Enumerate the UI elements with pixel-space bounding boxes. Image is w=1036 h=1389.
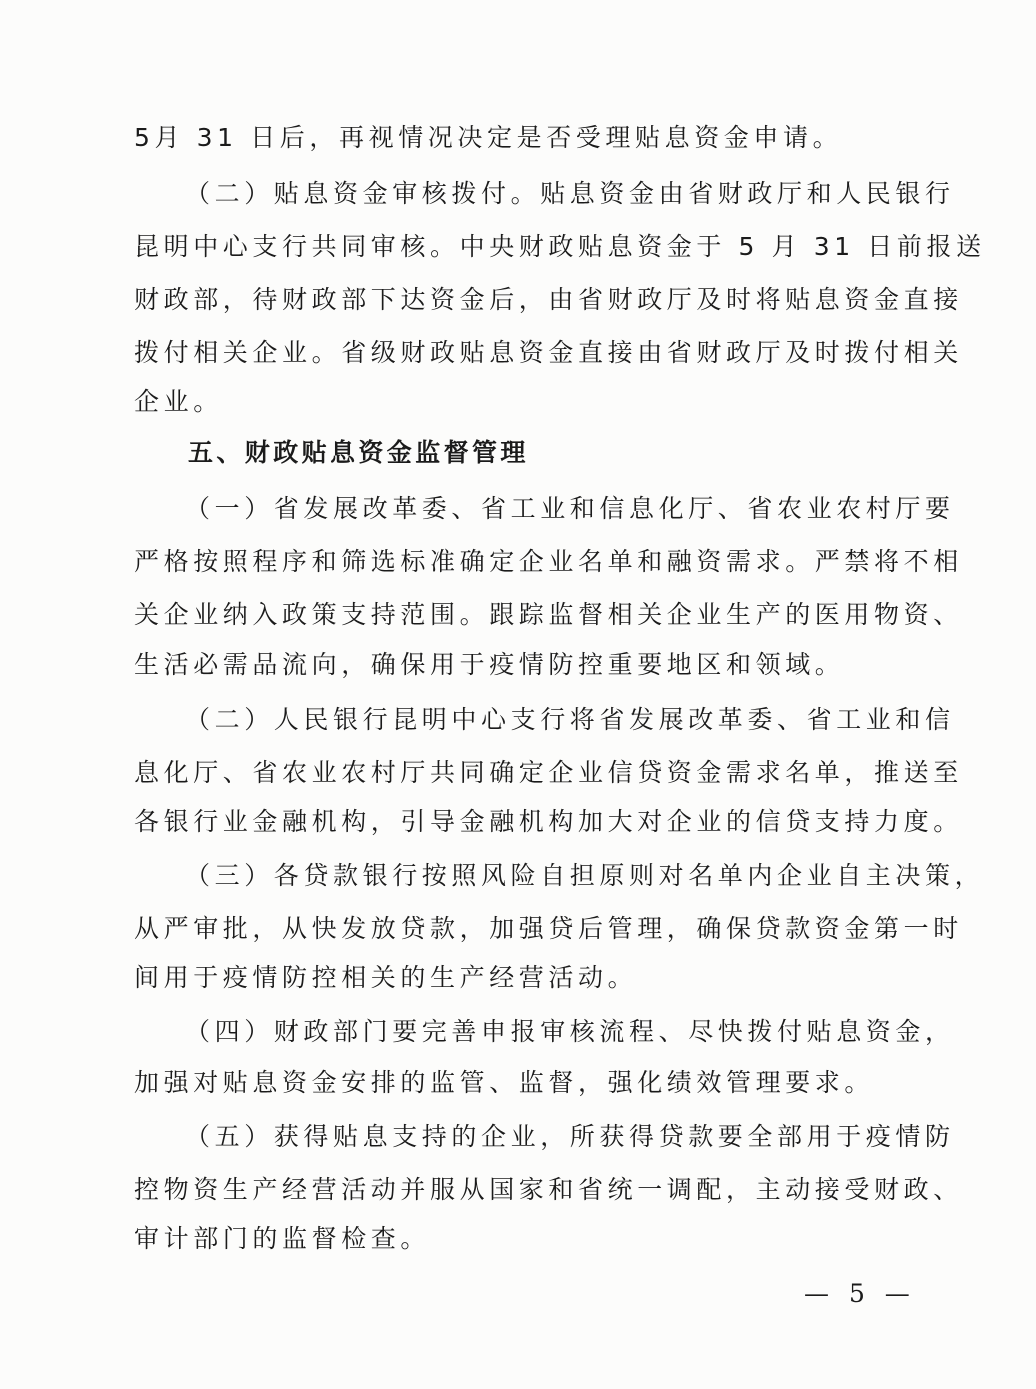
body-line-19: 加强对贴息资金安排的监管、监督，强化绩效管理要求。 <box>134 1068 875 1097</box>
body-line-21: 控物资生产经营活动并服从国家和省统一调配，主动接受财政、 <box>134 1175 963 1204</box>
body-line-9: 严格按照程序和筛选标准确定企业名单和融资需求。严禁将不相 <box>134 547 963 576</box>
body-line-5: 拨付相关企业。省级财政贴息资金直接由省财政厅及时拨付相关 <box>134 338 963 367</box>
page-number: — 5 — <box>804 1279 916 1308</box>
body-line-4: 财政部，待财政部下达资金后，由省财政厅及时将贴息资金直接 <box>134 285 963 314</box>
body-line-20: （五）获得贴息支持的企业，所获得贷款要全部用于疫情防 <box>185 1122 955 1151</box>
body-line-18: （四）财政部门要完善申报审核流程、尽快拨付贴息资金， <box>185 1017 955 1046</box>
body-line-11: 生活必需品流向，确保用于疫情防控重要地区和领域。 <box>134 650 845 679</box>
body-line-16: 从严审批，从快发放贷款，加强贷后管理，确保贷款资金第一时 <box>134 914 963 943</box>
body-line-13: 息化厅、省农业农村厅共同确定企业信贷资金需求名单，推送至 <box>134 758 963 787</box>
body-line-17: 间用于疫情防控相关的生产经营活动。 <box>134 963 638 992</box>
body-line-1: 5月 31 日后，再视情况决定是否受理贴息资金申请。 <box>134 123 843 152</box>
body-line-10: 关企业纳入政策支持范围。跟踪监督相关企业生产的医用物资、 <box>134 600 963 629</box>
body-line-12: （二）人民银行昆明中心支行将省发展改革委、省工业和信 <box>185 705 955 734</box>
body-line-14: 各银行业金融机构，引导金融机构加大对企业的信贷支持力度。 <box>134 807 963 836</box>
body-line-6: 企业。 <box>134 387 223 416</box>
body-line-3: 昆明中心支行共同审核。中央财政贴息资金于 5 月 31 日前报送 <box>134 232 986 261</box>
body-line-8: （一）省发展改革委、省工业和信息化厅、省农业农村厅要 <box>185 494 955 523</box>
section-heading: 五、财政贴息资金监督管理 <box>188 438 529 467</box>
body-line-15: （三）各贷款银行按照风险自担原则对名单内企业自主决策， <box>185 861 985 890</box>
body-line-2: （二）贴息资金审核拨付。贴息资金由省财政厅和人民银行 <box>185 179 955 208</box>
body-line-22: 审计部门的监督检查。 <box>134 1224 431 1253</box>
